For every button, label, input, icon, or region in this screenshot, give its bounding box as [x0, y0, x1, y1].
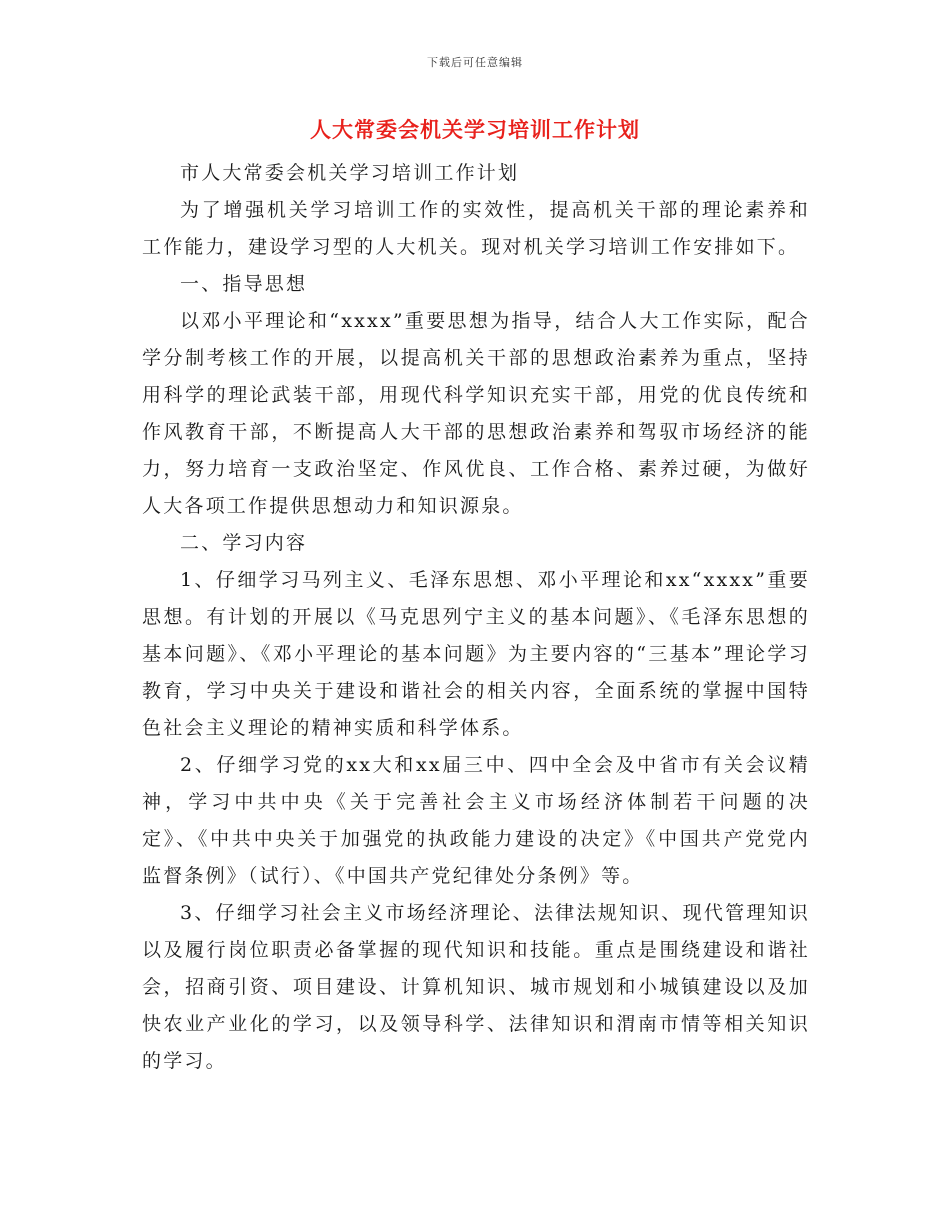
paragraph-guiding-thought: 以邓小平理论和“xxxx”重要思想为指导，结合人大工作实际，配合学分制考核工作的开展，以提高机关干部的思想政治素养为重点，坚持用科学的理论武装干部，用现代科学知识充实干部，用党的优良传统和作风教育干部，不断提高人大干部的思想政治素养和驾驭市场经济的能力，努力培育一支政治坚定、作风优良、工作合格、素养过硬，为做好人大各项工作提供思想动力和知识源泉。	[142, 310, 810, 517]
page-header-note: 下载后可任意编辑	[427, 56, 523, 69]
document-title: 人大常委会机关学习培训工作计划	[310, 117, 640, 142]
paragraph-intro: 为了增强机关学习培训工作的实效性，提高机关干部的理论素养和工作能力，建设学习型的人大机关。现对机关学习培训工作安排如下。	[142, 199, 810, 258]
paragraph-subtitle: 市人大常委会机关学习培训工作计划	[180, 162, 520, 184]
paragraph-study-item-2: 2、仔细学习党的xx大和xx届三中、四中全会及中省市有关会议精神，学习中共中央《关于完善社会主义市场经济体制若干问题的决定》、《中共中央关于加强党的执政能力建设的决定》《中国共产党党内监督条例》（试行）、《中国共产党纪律处分条例》等。	[142, 754, 810, 887]
section-heading-guiding-thought: 一、指导思想	[180, 273, 308, 295]
paragraph-study-item-3: 3、仔细学习社会主义市场经济理论、法律法规知识、现代管理知识以及履行岗位职责必备掌握的现代知识和技能。重点是围绕建设和谐社会，招商引资、项目建设、计算机知识、城市规划和小城镇建设以及加快农业产业化的学习，以及领导科学、法律知识和渭南市情等相关知识的学习。	[142, 902, 810, 1072]
document-body	[142, 155, 810, 1080]
paragraph-study-item-1: 1、仔细学习马列主义、毛泽东思想、邓小平理论和xx“xxxx”重要思想。有计划的开展以《马克思列宁主义的基本问题》、《毛泽东思想的基本问题》、《邓小平理论的基本问题》为主要内容的“三基本”理论学习教育，学习中央关于建设和谐社会的相关内容，全面系统的掌握中国特色社会主义理论的精神实质和科学体系。	[142, 569, 810, 739]
section-heading-study-content: 二、学习内容	[180, 532, 308, 554]
